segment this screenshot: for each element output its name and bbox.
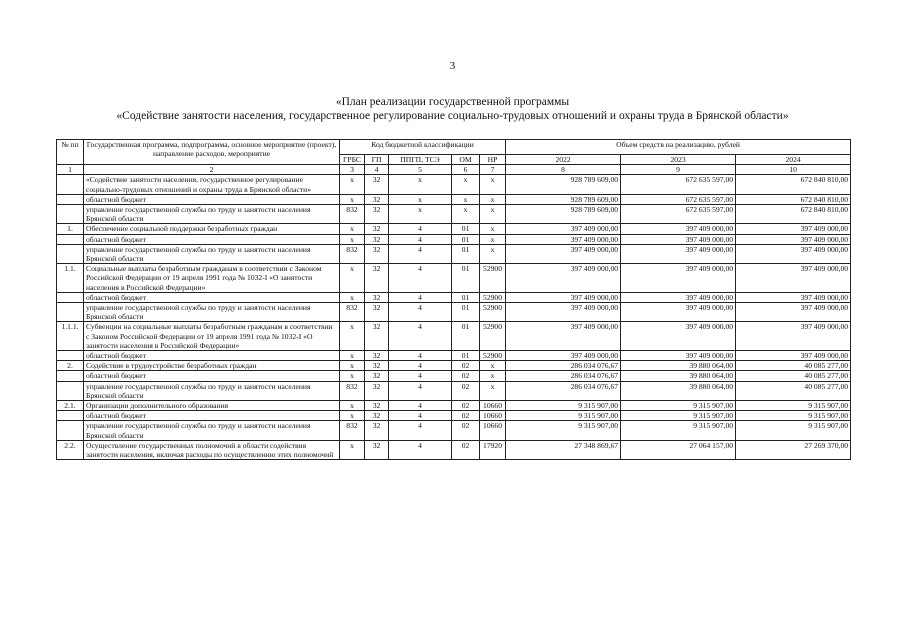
row-grbs: x <box>340 194 365 204</box>
title-line-1: «План реализации государственной программы <box>335 96 570 108</box>
header-nr: НР <box>480 155 506 165</box>
table-row <box>57 175 851 194</box>
row-gp: 32 <box>365 411 389 421</box>
row-amount-2023: 9 315 907,00 <box>621 401 736 411</box>
row-amount-2024: 397 409 000,00 <box>736 322 851 351</box>
row-ppgp: x <box>389 194 452 204</box>
row-nr: x <box>480 175 506 194</box>
row-nr: 52900 <box>480 322 506 351</box>
row-amount-2024: 40 085 277,00 <box>736 381 851 400</box>
header-no: № пп <box>57 140 84 165</box>
row-amount-2022: 397 409 000,00 <box>506 264 621 293</box>
row-name: управление государственной службы по труду и занятости населения Брянской области <box>84 381 340 400</box>
row-amount-2022: 9 315 907,00 <box>506 411 621 421</box>
row-amount-2023: 672 635 597,00 <box>621 205 736 224</box>
row-amount-2023: 397 409 000,00 <box>621 303 736 322</box>
row-om: 01 <box>452 234 480 244</box>
row-amount-2024: 397 409 000,00 <box>736 303 851 322</box>
row-om: 02 <box>452 401 480 411</box>
row-gp: 32 <box>365 371 389 381</box>
row-grbs: x <box>340 292 365 302</box>
row-ppgp: 4 <box>389 292 452 302</box>
row-amount-2023: 397 409 000,00 <box>621 351 736 361</box>
table-row <box>57 421 851 440</box>
header-volume-group: Объем средств на реализацию, рублей <box>506 140 851 155</box>
row-amount-2023: 39 880 064,00 <box>621 361 736 371</box>
row-gp: 32 <box>365 361 389 371</box>
column-number: 9 <box>621 165 736 175</box>
column-number: 7 <box>480 165 506 175</box>
row-nr: x <box>480 361 506 371</box>
row-name: областной бюджет <box>84 292 340 302</box>
table-row <box>57 361 851 371</box>
row-om: 01 <box>452 264 480 293</box>
row-amount-2022: 9 315 907,00 <box>506 421 621 440</box>
row-nr: x <box>480 205 506 224</box>
row-ppgp: 4 <box>389 361 452 371</box>
row-grbs: x <box>340 175 365 194</box>
table-row <box>57 322 851 351</box>
column-number: 10 <box>736 165 851 175</box>
row-amount-2024: 40 085 277,00 <box>736 361 851 371</box>
row-gp: 32 <box>365 244 389 263</box>
row-name: управление государственной службы по труду и занятости населения Брянской области <box>84 205 340 224</box>
row-om: x <box>452 194 480 204</box>
row-gp: 32 <box>365 421 389 440</box>
row-number <box>57 234 84 244</box>
row-ppgp: 4 <box>389 303 452 322</box>
header-grbs: ГРБС <box>340 155 365 165</box>
row-nr: 52900 <box>480 351 506 361</box>
table-row <box>57 401 851 411</box>
row-gp: 32 <box>365 322 389 351</box>
row-om: x <box>452 205 480 224</box>
row-number <box>57 175 84 194</box>
row-grbs: 832 <box>340 421 365 440</box>
row-amount-2023: 397 409 000,00 <box>621 234 736 244</box>
row-nr: 17920 <box>480 440 506 459</box>
column-number: 1 <box>57 165 84 175</box>
row-ppgp: 4 <box>389 244 452 263</box>
table-row <box>57 234 851 244</box>
row-amount-2022: 286 034 076,67 <box>506 371 621 381</box>
row-name: Организации дополнительного образования <box>84 401 340 411</box>
row-amount-2023: 397 409 000,00 <box>621 244 736 263</box>
row-amount-2023: 9 315 907,00 <box>621 411 736 421</box>
row-amount-2023: 672 635 597,00 <box>621 194 736 204</box>
header-2022: 2022 <box>506 155 621 165</box>
row-number <box>57 303 84 322</box>
row-number: 2.1. <box>57 401 84 411</box>
column-number: 8 <box>506 165 621 175</box>
row-name: областной бюджет <box>84 371 340 381</box>
row-ppgp: x <box>389 175 452 194</box>
row-gp: 32 <box>365 205 389 224</box>
row-ppgp: 4 <box>389 421 452 440</box>
row-name: Социальные выплаты безработным гражданам в соответствии с Законом Российской Федерации от 19 апреля 1991 года № 1032-I «О занятости населения в Российской Федерации» <box>84 264 340 293</box>
row-om: 02 <box>452 440 480 459</box>
row-om: 02 <box>452 421 480 440</box>
table-row <box>57 264 851 293</box>
row-ppgp: 4 <box>389 234 452 244</box>
row-nr: 52900 <box>480 264 506 293</box>
row-amount-2024: 397 409 000,00 <box>736 264 851 293</box>
row-nr: x <box>480 244 506 263</box>
row-name: областной бюджет <box>84 351 340 361</box>
row-nr: x <box>480 224 506 234</box>
row-amount-2024: 9 315 907,00 <box>736 421 851 440</box>
row-amount-2024: 672 840 810,00 <box>736 194 851 204</box>
row-om: 01 <box>452 322 480 351</box>
table-row <box>57 351 851 361</box>
row-grbs: 832 <box>340 303 365 322</box>
row-amount-2022: 9 315 907,00 <box>506 401 621 411</box>
row-amount-2023: 397 409 000,00 <box>621 292 736 302</box>
budget-table <box>56 139 851 460</box>
row-grbs: x <box>340 411 365 421</box>
column-number: 5 <box>389 165 452 175</box>
row-grbs: x <box>340 322 365 351</box>
title-line-2: «Содействие занятости населения, государственное регулирование социально-трудовых отношений и охраны труда в Брянской области» <box>116 110 789 122</box>
row-om: 01 <box>452 351 480 361</box>
row-ppgp: 4 <box>389 371 452 381</box>
row-amount-2022: 397 409 000,00 <box>506 234 621 244</box>
row-amount-2022: 928 789 609,00 <box>506 194 621 204</box>
row-amount-2024: 672 840 810,00 <box>736 205 851 224</box>
row-amount-2022: 397 409 000,00 <box>506 224 621 234</box>
row-nr: x <box>480 194 506 204</box>
row-ppgp: 4 <box>389 322 452 351</box>
row-om: 02 <box>452 361 480 371</box>
header-2023: 2023 <box>621 155 736 165</box>
table-row <box>57 224 851 234</box>
row-gp: 32 <box>365 175 389 194</box>
row-om: 02 <box>452 411 480 421</box>
row-grbs: x <box>340 224 365 234</box>
row-amount-2023: 39 880 064,00 <box>621 371 736 381</box>
document-title <box>0 95 905 123</box>
row-amount-2022: 928 789 609,00 <box>506 175 621 194</box>
table-row <box>57 440 851 459</box>
row-grbs: x <box>340 361 365 371</box>
row-grbs: x <box>340 264 365 293</box>
row-number: 1. <box>57 224 84 234</box>
row-number: 2.2. <box>57 440 84 459</box>
row-nr: x <box>480 371 506 381</box>
row-nr: 10660 <box>480 411 506 421</box>
table-row <box>57 371 851 381</box>
row-nr: 52900 <box>480 303 506 322</box>
row-number: 2. <box>57 361 84 371</box>
header-ppgp: ППГП, ТСЭ <box>389 155 452 165</box>
row-grbs: x <box>340 371 365 381</box>
row-om: 02 <box>452 371 480 381</box>
row-number <box>57 411 84 421</box>
table-row <box>57 244 851 263</box>
row-ppgp: 4 <box>389 224 452 234</box>
row-number <box>57 292 84 302</box>
row-amount-2022: 286 034 076,67 <box>506 361 621 371</box>
row-om: 01 <box>452 292 480 302</box>
header-om: ОМ <box>452 155 480 165</box>
row-grbs: 832 <box>340 205 365 224</box>
row-amount-2022: 397 409 000,00 <box>506 322 621 351</box>
row-gp: 32 <box>365 234 389 244</box>
row-name: Содействие в трудоустройстве безработных граждан <box>84 361 340 371</box>
row-grbs: x <box>340 401 365 411</box>
row-grbs: 832 <box>340 381 365 400</box>
row-om: x <box>452 175 480 194</box>
column-number: 3 <box>340 165 365 175</box>
row-name: областной бюджет <box>84 411 340 421</box>
row-nr: 10660 <box>480 421 506 440</box>
row-number <box>57 381 84 400</box>
row-number: 1.1.1. <box>57 322 84 351</box>
row-number <box>57 351 84 361</box>
row-amount-2024: 397 409 000,00 <box>736 224 851 234</box>
row-gp: 32 <box>365 292 389 302</box>
row-amount-2024: 397 409 000,00 <box>736 234 851 244</box>
page-number: 3 <box>449 60 456 72</box>
row-nr: 10660 <box>480 401 506 411</box>
row-ppgp: 4 <box>389 401 452 411</box>
row-amount-2023: 27 064 157,00 <box>621 440 736 459</box>
row-amount-2023: 397 409 000,00 <box>621 264 736 293</box>
row-om: 01 <box>452 303 480 322</box>
row-number <box>57 194 84 204</box>
row-amount-2022: 397 409 000,00 <box>506 351 621 361</box>
row-grbs: x <box>340 351 365 361</box>
row-amount-2022: 397 409 000,00 <box>506 292 621 302</box>
row-gp: 32 <box>365 303 389 322</box>
table-row <box>57 381 851 400</box>
header-2024: 2024 <box>736 155 851 165</box>
row-amount-2022: 928 789 609,00 <box>506 205 621 224</box>
row-name: управление государственной службы по труду и занятости населения Брянской области <box>84 421 340 440</box>
row-ppgp: 4 <box>389 381 452 400</box>
row-ppgp: 4 <box>389 411 452 421</box>
row-name: Обеспечение социальной поддержки безработных граждан <box>84 224 340 234</box>
row-number <box>57 205 84 224</box>
row-gp: 32 <box>365 264 389 293</box>
row-amount-2022: 27 348 869,67 <box>506 440 621 459</box>
row-om: 01 <box>452 244 480 263</box>
table-row <box>57 205 851 224</box>
row-amount-2023: 9 315 907,00 <box>621 421 736 440</box>
header-code-group: Код бюджетной классификации <box>340 140 506 155</box>
row-om: 02 <box>452 381 480 400</box>
header-gp: ГП <box>365 155 389 165</box>
row-grbs: x <box>340 234 365 244</box>
row-amount-2024: 397 409 000,00 <box>736 244 851 263</box>
row-ppgp: 4 <box>389 351 452 361</box>
row-name: Субвенции на социальные выплаты безработным гражданам в соответствии с Законом Российской Федерации от 19 апреля 1991 года № 1032-I «О занятости населения в Российской Федерации» <box>84 322 340 351</box>
row-name: областной бюджет <box>84 194 340 204</box>
table-body <box>57 175 851 460</box>
table-row <box>57 292 851 302</box>
column-number: 4 <box>365 165 389 175</box>
row-name: управление государственной службы по труду и занятости населения Брянской области <box>84 244 340 263</box>
row-amount-2024: 397 409 000,00 <box>736 351 851 361</box>
table-row <box>57 303 851 322</box>
row-gp: 32 <box>365 224 389 234</box>
header-name: Государственная программа, подпрограмма, основное мероприятие (проект), направление расходов, мероприятие <box>84 140 340 165</box>
row-ppgp: 4 <box>389 264 452 293</box>
row-amount-2024: 672 840 810,00 <box>736 175 851 194</box>
row-ppgp: x <box>389 205 452 224</box>
row-amount-2022: 397 409 000,00 <box>506 303 621 322</box>
row-om: 01 <box>452 224 480 234</box>
row-grbs: 832 <box>340 244 365 263</box>
row-nr: x <box>480 381 506 400</box>
row-nr: x <box>480 234 506 244</box>
row-amount-2022: 397 409 000,00 <box>506 244 621 263</box>
row-gp: 32 <box>365 194 389 204</box>
row-amount-2023: 39 880 064,00 <box>621 381 736 400</box>
column-number: 6 <box>452 165 480 175</box>
row-gp: 32 <box>365 401 389 411</box>
row-number <box>57 371 84 381</box>
row-gp: 32 <box>365 440 389 459</box>
row-ppgp: 4 <box>389 440 452 459</box>
row-number: 1.1. <box>57 264 84 293</box>
row-amount-2024: 397 409 000,00 <box>736 292 851 302</box>
row-number <box>57 244 84 263</box>
row-number <box>57 421 84 440</box>
row-grbs: x <box>340 440 365 459</box>
row-amount-2024: 27 269 370,00 <box>736 440 851 459</box>
row-name: управление государственной службы по труду и занятости населения Брянской области <box>84 303 340 322</box>
row-amount-2023: 397 409 000,00 <box>621 322 736 351</box>
row-amount-2022: 286 034 076,67 <box>506 381 621 400</box>
row-gp: 32 <box>365 351 389 361</box>
row-amount-2024: 9 315 907,00 <box>736 411 851 421</box>
row-name: «Содействие занятости населения, государственное регулирование социально-трудовых отношений и охраны труда в Брянской области» <box>84 175 340 194</box>
row-name: областной бюджет <box>84 234 340 244</box>
row-nr: 52900 <box>480 292 506 302</box>
row-gp: 32 <box>365 381 389 400</box>
column-number: 2 <box>84 165 340 175</box>
table-row <box>57 194 851 204</box>
row-amount-2023: 672 635 597,00 <box>621 175 736 194</box>
row-amount-2024: 40 085 277,00 <box>736 371 851 381</box>
table-row <box>57 411 851 421</box>
row-amount-2024: 9 315 907,00 <box>736 401 851 411</box>
row-name: Осуществление государственных полномочий в области содействия занятости населения, включая расходы по осуществлению этих полномочий <box>84 440 340 459</box>
row-amount-2023: 397 409 000,00 <box>621 224 736 234</box>
